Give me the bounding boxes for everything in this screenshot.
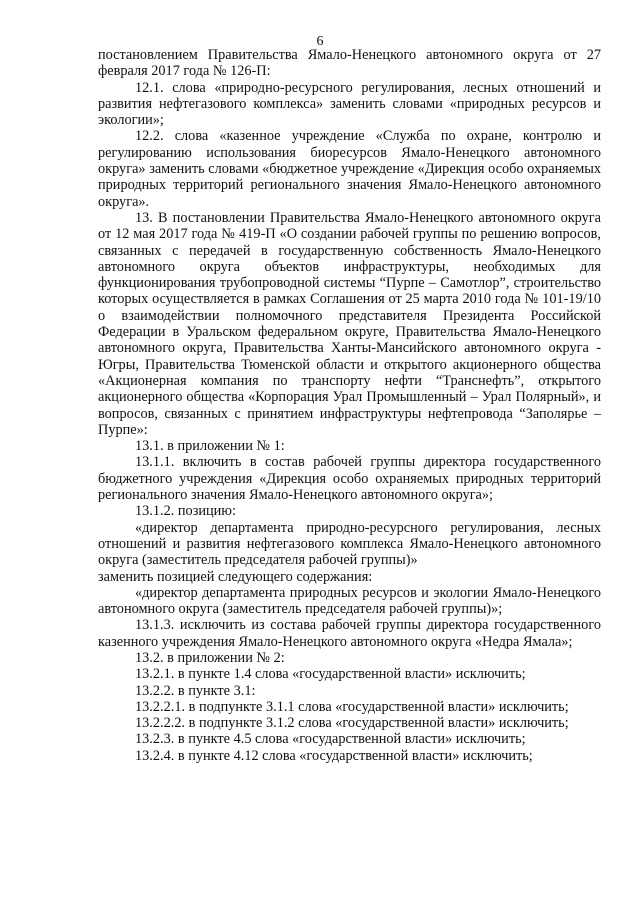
page-number: 6 bbox=[316, 34, 324, 49]
paragraph: 13.2.2.1. в подпункте 3.1.1 слова «государственной власти» исключить; bbox=[135, 698, 569, 715]
paragraph: 13. В постановлении Правительства Ямало-Ненецкого автономного округа от 12 мая 2017 года № 419-П «О создании рабочей группы по решению вопросов, связанных с передачей в государственную собственность Ямало-Ненецкого автономного округа объектов инфраструктуры, необходимых для функционирования трубопроводной системы “Пурпе – Самотлор”, строительство которых осуществляется в рамках Соглашения от 25 марта 2010 года № 101-19/10 о взаимодействии полномочного представителя Президента Российской Федерации в Уральском федеральном округе, Правительства Ямало-Ненецкого автономного округа, Правительства Ханты-Мансийского автономного округа - Югры, Правительства Тюменской области и открытого акционерного общества «Акционерная компания по транспорту нефти “Транснефть”, открытого акционерного общества «Корпорация Урал Промышленный – Урал Полярный», и вопросов, связанных с принятием инфраструктуры нефтепровода “Заполярье – Пурпе»: bbox=[98, 209, 601, 438]
paragraph: 13.1.1. включить в состав рабочей группы директора государственного бюджетного учреждения «Дирекция особо охраняемых природных территорий регионального значения Ямало-Ненецкого автономного округа»; bbox=[98, 454, 601, 504]
document-body bbox=[98, 47, 601, 764]
paragraph: 13.1.2. позицию: bbox=[135, 503, 236, 520]
paragraph: заменить позицией следующего содержания: bbox=[98, 568, 373, 585]
paragraph: 12.2. слова «казенное учреждение «Служба по охране, контролю и регулированию использования биоресурсов Ямало-Ненецкого автономного округа» заменить словами «бюджетное учреждение «Дирекция особо охраняемых природных территорий регионального значения Ямало-Ненецкого автономного округа». bbox=[98, 128, 601, 210]
paragraph: 13.1.3. исключить из состава рабочей группы директора государственного казенного учреждения Ямало-Ненецкого автономного округа «Недра Ямала»; bbox=[98, 617, 601, 650]
paragraph: 13.2.3. в пункте 4.5 слова «государственной власти» исключить; bbox=[135, 731, 526, 748]
paragraph: 13.2.4. в пункте 4.12 слова «государственной власти» исключить; bbox=[135, 747, 533, 764]
paragraph: «директор департамента природных ресурсов и экологии Ямало-Ненецкого автономного округа (заместитель председателя рабочей группы)»; bbox=[98, 584, 601, 618]
paragraph: 13.2.2. в пункте 3.1: bbox=[135, 682, 256, 699]
paragraph: 13.2. в приложении № 2: bbox=[135, 649, 285, 666]
paragraph: 12.1. слова «природно-ресурсного регулирования, лесных отношений и развития нефтегазового комплекса» заменить словами «природных ресурсов и экологии»; bbox=[98, 79, 601, 129]
paragraph: «директор департамента природно-ресурсного регулирования, лесных отношений и развития нефтегазового комплекса Ямало-Ненецкого автономного округа (заместитель председателя рабочей группы)» bbox=[98, 519, 601, 569]
paragraph: 13.2.1. в пункте 1.4 слова «государственной власти» исключить; bbox=[135, 666, 526, 683]
paragraph: постановлением Правительства Ямало-Ненецкого автономного округа от 27 февраля 2017 года № 126-П: bbox=[98, 47, 601, 80]
paragraph: 13.2.2.2. в подпункте 3.1.2 слова «государственной власти» исключить; bbox=[135, 715, 569, 732]
paragraph: 13.1. в приложении № 1: bbox=[135, 438, 285, 455]
